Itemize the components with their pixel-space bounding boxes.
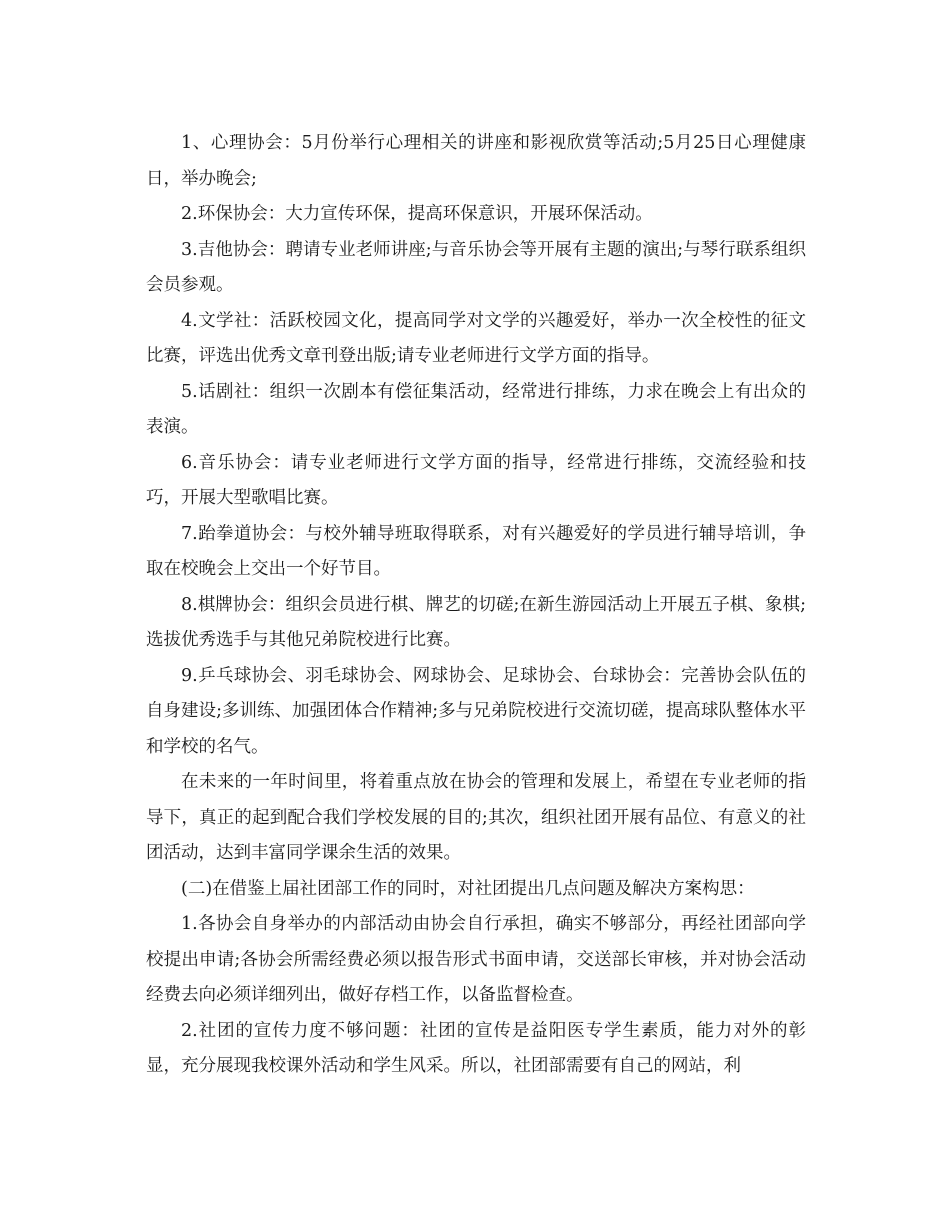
paragraph-environment-association: 2.环保协会：大力宣传环保，提高环保意识，开展环保活动。: [181, 204, 653, 224]
paragraph-publicity-issue: 2.社团的宣传力度不够问题：社团的宣传是益阳医专学生素质，能力对外的彰显，充分展现我校课外活动和学生风采。所以，社团部需要有自己的网站，利: [146, 1020, 806, 1076]
paragraph-ball-sports-associations: 9.乒乓球协会、羽毛球协会、网球协会、足球协会、台球协会：完善协会队伍的自身建设;多训练、加强团体合作精神;多与兄弟院校进行交流切磋，提高球队整体水平和学校的名气。: [146, 665, 806, 757]
paragraph-taekwondo-association: 7.跆拳道协会：与校外辅导班取得联系，对有兴趣爱好的学员进行辅导培训，争取在校晚会上交出一个好节目。: [146, 523, 806, 579]
paragraph-chess-cards-association: 8.棋牌协会：组织会员进行棋、牌艺的切磋;在新生游园活动上开展五子棋、象棋;选拔优秀选手与其他兄弟院校进行比赛。: [146, 594, 806, 650]
paragraph-psychology-association: 1、心理协会：5月份举行心理相关的讲座和影视欣赏等活动;5月25日心理健康日，举办晚会;: [146, 133, 806, 189]
paragraph-section-two-heading: (二)在借鉴上届社团部工作的同时，对社团提出几点问题及解决方案构思：: [181, 878, 755, 899]
paragraph-music-association: 6.音乐协会：请专业老师进行文学方面的指导，经常进行排练，交流经验和技巧，开展大型歌唱比赛。: [146, 452, 806, 508]
paragraph-funding-issue: 1.各协会自身举办的内部活动由协会自行承担，确实不够部分，再经社团部向学校提出申请;各协会所需经费必须以报告形式书面申请，交送部长审核，并对协会活动经费去向必须详细列出，做好存档工作，以备监督检查。: [146, 914, 806, 1005]
paragraph-drama-club: 5.话剧社：组织一次剧本有偿征集活动，经常进行排练，力求在晚会上有出众的表演。: [146, 381, 806, 437]
paragraph-literature-club: 4.文学社：活跃校园文化，提高同学对文学的兴趣爱好，举办一次全校性的征文比赛，评选出优秀文章刊登出版;请专业老师进行文学方面的指导。: [146, 310, 806, 366]
document-body: [146, 126, 806, 1085]
paragraph-guitar-association: 3.吉他协会：聘请专业老师讲座;与音乐协会等开展有主题的演出;与琴行联系组织会员参观。: [146, 239, 806, 295]
paragraph-future-plan: 在未来的一年时间里，将着重点放在协会的管理和发展上，希望在专业老师的指导下，真正的起到配合我们学校发展的目的;其次，组织社团开展有品位、有意义的社团活动，达到丰富同学课余生活的效果。: [146, 772, 806, 863]
